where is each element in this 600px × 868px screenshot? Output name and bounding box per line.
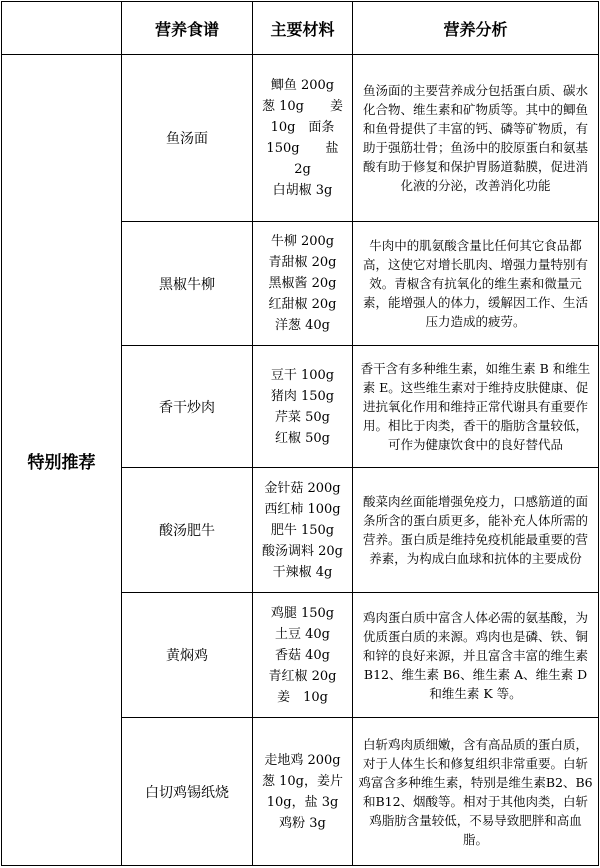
ingredient-line: 青甜椒 20g [268,255,337,270]
recipe-ingredients [253,55,353,222]
ingredient-line: 干辣椒 4g [272,564,333,580]
ingredient-line: 10g 面条 [270,120,335,135]
ingredient-line: 红椒 50g [275,430,330,446]
ingredient-line: 10g，盐 3g [266,794,339,810]
ingredient-line: 鲫鱼 200g [270,78,335,93]
ingredient-line: 红甜椒 20g [268,297,337,312]
ingredient-line: 香菇 40g [275,647,330,663]
ingredient-line: 鸡粉 3g [279,815,326,831]
category-label: 特别推荐 [2,55,122,866]
ingredient-line: 西红柿 100g [264,501,341,517]
ingredient-line: 酸汤调料 20g [262,543,343,559]
header-ingredients: 主要材料 [253,2,353,55]
recipe-analysis: 酸菜肉丝面能增强免疫力，口感筋道的面条所含的蛋白质更多，能补充人体所需的营养。蛋白质是维持免疫机能最重要的营养素，为构成白血球和抗体的主要成份 [353,468,599,593]
recipe-ingredients [253,222,353,346]
recipe-name: 酸汤肥牛 [122,468,253,593]
recipe-table [1,1,599,866]
ingredient-line: 葱 10g 姜 [262,99,343,114]
ingredient-line: 土豆 40g [275,626,330,642]
ingredient-line: 芹菜 50g [275,409,330,425]
ingredient-line: 金针菇 200g [264,480,341,496]
recipe-analysis: 白斩鸡肉质细嫩，含有高品质的蛋白质，对于人体生长和修复组织非常重要。白斩鸡富含多种维生素，特别是维生素B2、B6和B12、烟酸等。相对于其他肉类，白斩鸡脂肪含量较低，不易导致肥胖和高血脂。 [353,718,599,866]
ingredient-line: 洋葱 40g [275,318,330,333]
ingredient-line: 牛柳 200g [270,234,335,249]
header-row [2,2,599,55]
ingredient-line: 葱 10g，姜片 [262,773,343,789]
recipe-name: 白切鸡锡纸烧 [122,718,253,866]
recipe-ingredients [253,593,353,718]
recipe-name: 香干炒肉 [122,346,253,468]
ingredient-line: 青红椒 20g [268,668,337,684]
recipe-ingredients [253,346,353,468]
recipe-name: 鱼汤面 [122,55,253,222]
ingredient-line: 白胡椒 3g [272,183,333,198]
recipe-analysis: 鸡肉蛋白质中富含人体必需的氨基酸，为优质蛋白质的来源。鸡肉也是磷、铁、铜和锌的良好来源，并且富含丰富的维生素 B12、维生素 B6、维生素 A、维生素 D 和维生素 K 等。 [353,593,599,718]
ingredient-line: 猪肉 150g [270,388,335,404]
recipe-ingredients [253,718,353,866]
ingredient-line: 姜 10g [277,689,328,705]
ingredient-line: 肥牛 150g [270,522,335,538]
recipe-name: 黑椒牛柳 [122,222,253,346]
recipe-analysis: 鱼汤面的主要营养成分包括蛋白质、碳水化合物、维生素和矿物质等。其中的鲫鱼和鱼骨提供了丰富的钙、磷等矿物质，有助于强筋壮骨；鱼汤中的胶原蛋白和氨基酸有助于修复和保护胃肠道黏膜，促进消化液的分泌，改善消化功能 [353,55,599,222]
header-blank [2,2,122,55]
header-analysis: 营养分析 [353,2,599,55]
recipe-name: 黄焖鸡 [122,593,253,718]
header-recipe: 营养食谱 [122,2,253,55]
recipe-analysis: 牛肉中的肌氨酸含量比任何其它食品都高，这使它对增长肌肉、增强力量特别有效。青椒含有抗氧化的维生素和微量元素，能增强人的体力，缓解因工作、生活压力造成的疲劳。 [353,222,599,346]
ingredient-line: 150g 盐 2g [266,141,339,177]
ingredient-line: 走地鸡 200g [264,752,341,768]
ingredient-line: 豆干 100g [270,367,335,383]
recipe-analysis: 香干含有多种维生素，如维生素 B 和维生素 E。这些维生素对于维持皮肤健康、促进抗氧化作用和维持正常代谢具有重要作用。相比于肉类，香干的脂肪含量较低，可作为健康饮食中的良好替代品 [353,346,599,468]
ingredient-line: 鸡腿 150g [270,605,335,621]
table-row [2,55,599,222]
ingredient-line: 黑椒酱 20g [268,276,337,291]
recipe-ingredients [253,468,353,593]
